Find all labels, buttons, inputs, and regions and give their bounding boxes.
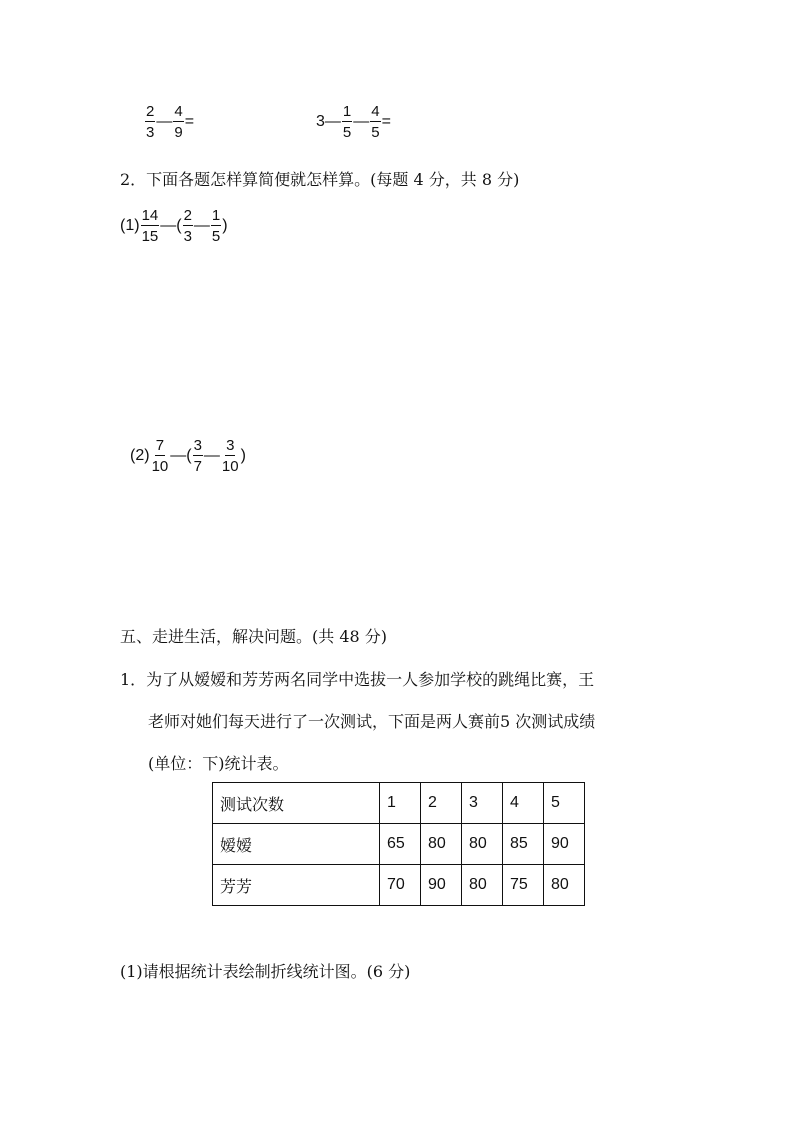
table-cell: 80 [462,824,503,865]
table-cell: 80 [544,865,585,906]
fraction: $\frac{3}{7}$ [193,437,202,475]
exercise-a [144,104,194,140]
fraction: $\frac{4}{5}$ [371,103,380,141]
problem-2 [130,438,246,474]
fraction: $\frac{4}{9}$ [174,103,183,141]
table-cell: 80 [421,824,462,865]
minus-sign: — [324,113,341,130]
row-name: 芳芳 [213,865,380,906]
question-2-title: 2．下面各题怎样算简便就怎样算。(每题 4 分，共 8 分) [120,170,520,189]
minus-sign: — [160,217,177,234]
equals-sign: = [381,113,391,130]
minus-sign: — [156,113,173,130]
left-paren: ( [186,447,192,464]
table-header-cell: 5 [544,783,585,824]
table-cell: 70 [380,865,421,906]
exercise-b [316,104,391,140]
equals-sign: = [184,113,195,130]
table-cell: 65 [380,824,421,865]
question-1-line-3: (单位：下)统计表。 [148,754,289,773]
table-header-cell: 1 [380,783,421,824]
left-paren: ( [176,217,182,234]
fraction: $\frac{1}{5}$ [342,103,352,141]
table-header-cell: 3 [462,783,503,824]
table-cell: 85 [503,824,544,865]
score-table [212,782,585,906]
table-header-label: 测试次数 [213,783,380,824]
table-header-cell: 2 [421,783,462,824]
right-paren: ) [240,447,246,464]
minus-sign: — [193,217,210,234]
question-1-line-2: 老师对她们每天进行了一次测试，下面是两人赛前5 次测试成绩 [148,712,596,731]
fraction: $\frac{14}{15}$ [141,207,159,245]
right-paren: ) [222,217,228,234]
table-header-cell: 4 [503,783,544,824]
fraction: $\frac{2}{3}$ [146,103,155,141]
fraction: $\frac{1}{5}$ [211,207,221,245]
leading-number: 3 [316,113,325,130]
minus-sign: — [170,447,187,464]
table-cell: 90 [544,824,585,865]
row-name: 嫒嫒 [213,824,380,865]
table-cell: 80 [462,865,503,906]
table-header-row [213,783,585,824]
minus-sign: — [353,113,370,130]
section-5-title: 五、走进生活，解决问题。(共 48 分) [120,627,388,646]
table-row [213,824,585,865]
problem-label: (2) [130,447,150,464]
table-row [213,865,585,906]
fraction: $\frac{7}{10}$ [151,437,169,475]
subquestion-1: (1)请根据统计表绘制折线统计图。(6 分) [120,962,411,981]
table-cell: 75 [503,865,544,906]
table-cell: 90 [421,865,462,906]
fraction: $\frac{2}{3}$ [183,207,192,245]
fraction: $\frac{3}{10}$ [221,437,239,475]
question-1-line-1: 1．为了从嫒嫒和芳芳两名同学中选拔一人参加学校的跳绳比赛，王 [120,670,595,689]
problem-label: (1) [120,217,140,234]
problem-1 [120,208,228,244]
minus-sign: — [203,447,220,464]
